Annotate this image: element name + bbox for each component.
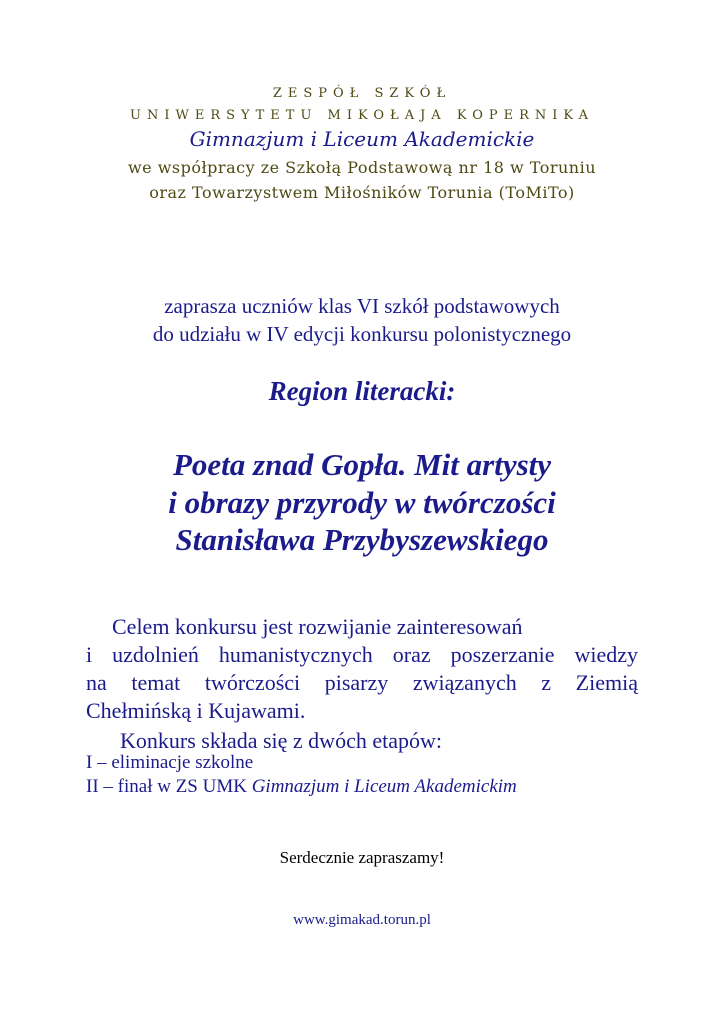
header-cooperation-line-1: we współpracy ze Szkołą Podstawową nr 18 w Toruniu <box>127 158 597 177</box>
header-school-name: Gimnazjum i Liceum Akademickie <box>189 127 535 151</box>
region-heading: Region literacki: <box>268 376 456 406</box>
closing-greeting: Serdecznie zapraszamy! <box>279 848 445 867</box>
header-line-university: UNIWERSYTETU MIKOŁAJA KOPERNIKA <box>130 108 594 123</box>
stage-2 <box>86 776 517 798</box>
header-line-school-group: ZESPÓŁ SZKÓŁ <box>272 86 452 101</box>
invitation-line-2: do udziału w IV edycji konkursu polonistycznego <box>152 322 572 346</box>
goal-line-2: i uzdolnień humanistycznych oraz poszerzanie wiedzy <box>86 642 638 667</box>
stages-intro: Konkurs składa się z dwóch etapów: <box>120 728 442 753</box>
stage-2-prefix: II – finał w ZS UMK <box>86 776 252 797</box>
header-cooperation-line-2: oraz Towarzystwem Miłośników Torunia (ToMiTo) <box>149 183 575 202</box>
website-link[interactable]: www.gimakad.torun.pl <box>293 912 431 928</box>
goal-line-4: Chełmińską i Kujawami. <box>86 698 306 723</box>
invitation-line-1: zaprasza uczniów klas VI szkół podstawowych <box>164 294 560 318</box>
stage-2-venue: Gimnazjum i Liceum Akademickim <box>251 776 517 797</box>
contest-title-line-2: i obrazy przyrody w twórczości <box>168 485 556 520</box>
stage-1: I – eliminacje szkolne <box>86 752 254 773</box>
contest-title-line-1: Poeta znad Gopła. Mit artysty <box>172 447 552 482</box>
goal-line-1: Celem konkursu jest rozwijanie zainteresowań <box>112 614 523 639</box>
goal-line-3: na temat twórczości pisarzy związanych z Ziemią <box>86 670 638 695</box>
contest-title-line-3: Stanisława Przybyszewskiego <box>175 522 549 557</box>
